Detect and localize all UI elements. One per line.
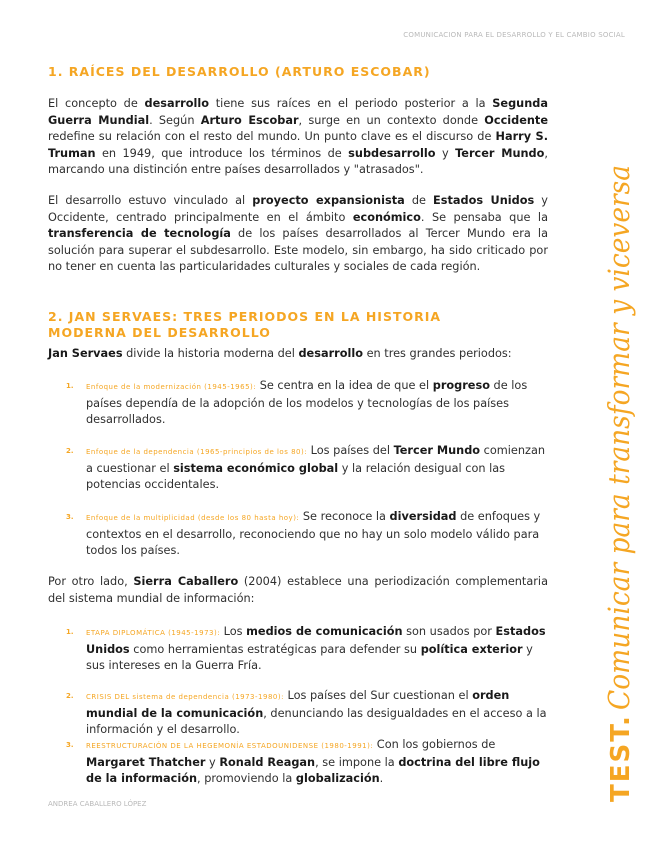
list-item-body <box>66 737 550 788</box>
text-run: . <box>379 772 384 786</box>
side-title-script: Comunicar para transformar y viceversa <box>602 112 636 710</box>
text-run: Los países del <box>307 444 394 457</box>
text-run: (2004) establece una periodización complementaria del sistema mundial de información: <box>48 575 548 605</box>
bold-term: Estados Unidos <box>86 625 546 656</box>
text-run: como herramientas estratégicas para defender su <box>129 642 421 656</box>
text-run: en 1949, que introduce los términos de <box>95 146 349 160</box>
text-run: . Se pensaba que la <box>420 210 548 224</box>
bold-term: doctrina del libre flujo de la información <box>86 755 540 786</box>
list-item-label: CRISIS DEL sistema de dependencia (1973-1980): <box>86 693 284 701</box>
bold-term: Jan Servaes <box>48 347 123 360</box>
list-item-label: Enfoque de la dependencia (1965-principios de los 80): <box>86 448 308 456</box>
side-title <box>595 80 645 810</box>
servaes-period-3 <box>66 509 550 560</box>
text-run: . Según <box>149 113 201 127</box>
text-run: El desarrollo estuvo vinculado al <box>48 194 253 207</box>
section-2-heading-line-2: MODERNA DEL DESARROLLO <box>48 325 271 340</box>
bold-term: orden mundial de la comunicación <box>86 689 510 720</box>
text-run: redefine su relación con el resto del mundo. Un punto clave es el discurso de <box>48 130 496 144</box>
bold-term: desarrollo <box>298 347 363 360</box>
list-item-label: ETAPA DIPLOMÁTICA (1945-1973): <box>86 629 221 637</box>
list-number: 2. <box>66 692 74 700</box>
text-run: son usados por <box>402 625 496 638</box>
text-run: divide la historia moderna del <box>122 347 299 360</box>
text-run: tiene sus raíces en el periodo posterior a la <box>209 97 493 110</box>
bold-term: Margaret Thatcher <box>86 755 206 769</box>
list-number: 3. <box>66 513 74 521</box>
text-run: Por otro lado, <box>48 575 134 588</box>
sierra-stage-3 <box>66 737 550 788</box>
list-item-body <box>66 688 550 739</box>
text-run: El concepto de <box>48 97 145 110</box>
list-item-label: REESTRUCTURACIÓN DE LA HEGEMONÍA ESTADOUNIDENSE (1980-1991): <box>86 742 374 750</box>
side-title-bold: TEST. <box>606 714 636 802</box>
text-run: , promoviendo la <box>197 772 296 786</box>
section-2-heading <box>48 309 441 341</box>
section-2-heading-line-1: 2. JAN SERVAES: TRES PERIODOS EN LA HISTORIA <box>48 309 442 324</box>
servaes-period-2 <box>66 443 550 494</box>
list-item-body <box>66 443 550 494</box>
bold-term: Estados Unidos <box>433 194 535 207</box>
servaes-period-1 <box>66 378 550 429</box>
bold-term: Arturo Escobar <box>200 113 299 127</box>
list-number: 3. <box>66 741 74 749</box>
section-1-paragraph-2 <box>48 193 548 276</box>
footer-author: ANDREA CABALLERO LÓPEZ <box>48 800 147 808</box>
sierra-stage-2 <box>66 688 550 739</box>
text-run: , denunciando las desigualdades en el acceso a la información y el desarrollo. <box>86 706 547 737</box>
sierra-stage-1 <box>66 624 550 675</box>
text-run: comienzan a cuestionar el <box>86 444 546 475</box>
list-number: 1. <box>66 628 74 636</box>
bold-term: Occidente <box>484 113 548 127</box>
list-item-body <box>66 509 550 560</box>
list-item-label: Enfoque de la multiplicidad (desde los 80 hasta hoy): <box>86 514 300 522</box>
section-1-paragraph-1 <box>48 96 548 179</box>
section-2-intro <box>48 346 548 363</box>
bold-term: económico <box>352 210 421 224</box>
bold-term: subdesarrollo <box>348 146 436 160</box>
text-run: y sus intereses en la Guerra Fría. <box>86 642 533 673</box>
running-header: COMUNICACION PARA EL DESARROLLO Y EL CAMBIO SOCIAL <box>403 31 625 39</box>
text-run: Con los gobiernos de <box>373 738 496 751</box>
text-run: Los países del Sur cuestionan el <box>283 689 473 702</box>
text-run: de <box>404 194 434 207</box>
text-run: de enfoques y contextos en el desarrollo, reconociendo que no hay un solo modelo válido para todos los países. <box>86 510 541 558</box>
text-run: de los países desarrollados al Tercer Mundo era la solución para superar el subdesarrollo. Este modelo, sin embargo, ha sido criticado por no tener en cuenta las particularidades culturales y sociales de cada región. <box>48 227 548 274</box>
bold-term: desarrollo <box>144 97 210 110</box>
bold-term: Ronald Reagan <box>219 755 316 769</box>
text-run: y <box>435 146 456 160</box>
text-run: , surge en un contexto donde <box>298 113 485 127</box>
section-1-heading: 1. RAÍCES DEL DESARROLLO (ARTURO ESCOBAR) <box>48 64 431 79</box>
bold-term: medios de comunicación <box>246 625 403 638</box>
text-run: en tres grandes periodos: <box>362 347 512 360</box>
bold-term: transferencia de tecnología <box>48 227 231 241</box>
text-run: y Occidente, centrado principalmente en el ámbito <box>48 194 548 224</box>
text-run: , se impone la <box>315 755 399 769</box>
sierra-paragraph <box>48 574 548 607</box>
bold-term: Tercer Mundo <box>455 146 545 160</box>
bold-term: globalización <box>295 772 380 786</box>
text-run: , marcando una distinción entre países desarrollados y "atrasados". <box>48 146 548 177</box>
text-run: Se centra en la idea de que el <box>256 379 433 392</box>
list-number: 1. <box>66 382 74 390</box>
bold-term: diversidad <box>389 510 457 523</box>
bold-term: progreso <box>432 379 490 392</box>
text-run: Se reconoce la <box>299 510 390 523</box>
bold-term: Sierra Caballero <box>133 575 239 588</box>
bold-term: política exterior <box>420 642 523 656</box>
text-run: de los países dependía de la adopción de los modelos y tecnologías de los países desarrollados. <box>86 379 528 427</box>
list-item-body <box>66 378 550 429</box>
bold-term: Segunda Guerra Mundial <box>48 97 548 127</box>
list-number: 2. <box>66 447 74 455</box>
text-run: Los <box>220 625 247 638</box>
list-item-body <box>66 624 550 675</box>
bold-term: Tercer Mundo <box>393 444 481 457</box>
text-run: y <box>205 755 220 769</box>
bold-term: Harry S. Truman <box>48 130 548 160</box>
bold-term: sistema económico global <box>173 461 339 475</box>
bold-term: proyecto expansionista <box>252 194 405 207</box>
list-item-label: Enfoque de la modernización (1945-1965): <box>86 383 257 391</box>
text-run: y la relación desigual con las potencias occidentales. <box>86 461 506 492</box>
